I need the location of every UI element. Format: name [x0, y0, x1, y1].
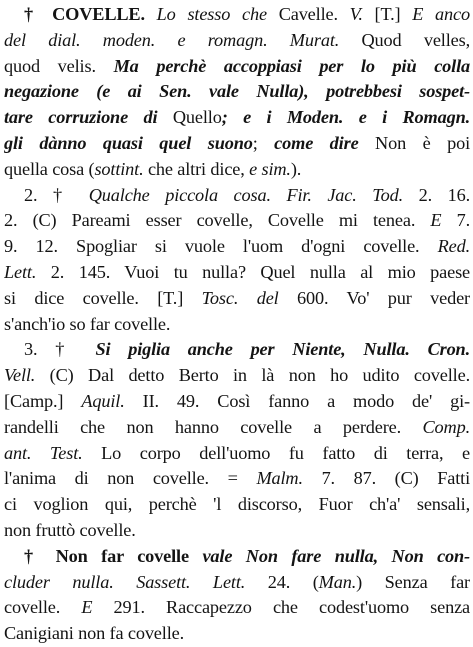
text-line [4, 208, 470, 234]
text-run: tare corruzione di [4, 107, 158, 128]
text-run: 291. Raccapezzo che codest'uomo senza [92, 597, 470, 618]
text-run: Si piglia anche per Niente, Nulla. Cron. [95, 339, 470, 360]
text-run: sottint. [94, 158, 144, 179]
text-line [4, 79, 470, 105]
text-run: che altri dice, [143, 158, 250, 179]
text-run: randelli che non hanno covelle a perdere. [4, 416, 423, 437]
text-run: [Camp.] [4, 390, 82, 411]
text-line [4, 441, 470, 467]
text-line [4, 544, 470, 570]
text-run: Vell. [4, 365, 36, 386]
text-run: Ma perchè accoppiasi per lo più colla [113, 55, 470, 76]
text-run: Qualche piccola cosa. Fir. Jac. Tod. [88, 184, 404, 205]
text-run: e sim. [249, 158, 291, 179]
text-line [4, 363, 470, 389]
text-run: 2. † [24, 184, 89, 205]
text-run: ant. Test. [4, 442, 83, 463]
text-run: 24. ( [245, 571, 319, 592]
text-line [4, 286, 470, 312]
text-run: 9. 12. Spogliar si vuole l'uom d'ogni covelle. [4, 236, 438, 257]
text-run: ) Senza far [356, 571, 470, 592]
text-run: Lo corpo dell'uomo fu fatto di terra, e [82, 442, 470, 463]
text-run: Canigiani non fa covelle. [4, 623, 185, 644]
text-line [4, 28, 470, 54]
text-run: l'anima di non covelle. = [4, 468, 257, 489]
text-line [4, 466, 470, 492]
text-run: Tosc. del [201, 287, 279, 308]
text-run: † Non far covelle [24, 545, 189, 566]
text-run: Cavelle. [278, 4, 350, 24]
text-run: ; [252, 132, 275, 153]
text-run: Quello [157, 107, 222, 128]
text-run: ; e i Moden. e i Romagn. [221, 107, 470, 128]
text-run: (C) Dal detto Berto in là non ho udito covelle. [35, 365, 470, 386]
text-line [4, 54, 470, 80]
text-run: 2. 16. [403, 184, 470, 205]
text-run: 7. [441, 210, 470, 231]
text-run: del dial. moden. e romagn. Murat. [4, 29, 340, 50]
text-run: E [81, 597, 93, 618]
text-run: E anco [412, 4, 470, 24]
text-run: negazione (e ai Sen. vale Nulla), potrebbesi sospet- [4, 81, 470, 102]
text-run: s'anch'io so far covelle. [4, 313, 171, 334]
text-line [4, 595, 470, 621]
text-run: Quod velles, [339, 29, 470, 50]
text-run: 600. Vo' pur veder [278, 287, 470, 308]
text-run: Non è poi [358, 132, 470, 153]
text-line [4, 337, 470, 363]
text-run: non fruttò covelle. [4, 519, 136, 540]
text-run: E [430, 210, 442, 231]
text-line [4, 234, 470, 260]
text-run: vale Non fare nulla, Non con- [188, 545, 470, 566]
text-run: V. [349, 4, 363, 24]
text-run: quella cosa ( [4, 158, 95, 179]
text-run: gli dànno quasi quel suono [4, 132, 253, 153]
text-run: cluder nulla. Sassett. Lett. [4, 571, 246, 592]
dictionary-entry-covelle [4, 2, 470, 647]
text-line [4, 312, 470, 338]
text-run: Lo stesso che [144, 4, 279, 24]
text-line [4, 570, 470, 596]
text-run: II. 49. Così fanno a modo de' gi- [124, 390, 470, 411]
text-run: [T.] [362, 4, 413, 24]
text-run: ci voglion qui, perchè 'l discorso, Fuor ch'a' sensali, [4, 494, 470, 515]
text-line [4, 518, 470, 544]
text-line [4, 492, 470, 518]
text-run: Aquil. [81, 390, 125, 411]
text-run: 7. 87. (C) Fatti [302, 468, 470, 489]
text-line [4, 157, 470, 183]
text-run: si dice covelle. [T.] [4, 287, 202, 308]
text-run: Red. [437, 236, 470, 257]
text-run: Comp. [422, 416, 470, 437]
text-line [4, 183, 470, 209]
text-run: † COVELLE. [24, 4, 145, 24]
text-line [4, 389, 470, 415]
text-run: come dire [274, 132, 359, 153]
text-run: covelle. [4, 597, 82, 618]
text-run: Man. [318, 571, 357, 592]
text-line [4, 260, 470, 286]
text-run: Lett. [4, 261, 37, 282]
text-line [4, 131, 470, 157]
text-line [4, 2, 470, 28]
text-run: Malm. [256, 468, 303, 489]
text-line [4, 105, 470, 131]
text-run: 2. 145. Vuoi tu nulla? Quel nulla al mio paese [36, 261, 470, 282]
text-run: 2. (C) Pareami esser covelle, Covelle mi tenea. [4, 210, 431, 231]
text-run: quod velis. [4, 55, 114, 76]
text-line [4, 621, 470, 647]
text-run: ). [290, 158, 302, 179]
text-line [4, 415, 470, 441]
text-run: 3. † [24, 339, 96, 360]
